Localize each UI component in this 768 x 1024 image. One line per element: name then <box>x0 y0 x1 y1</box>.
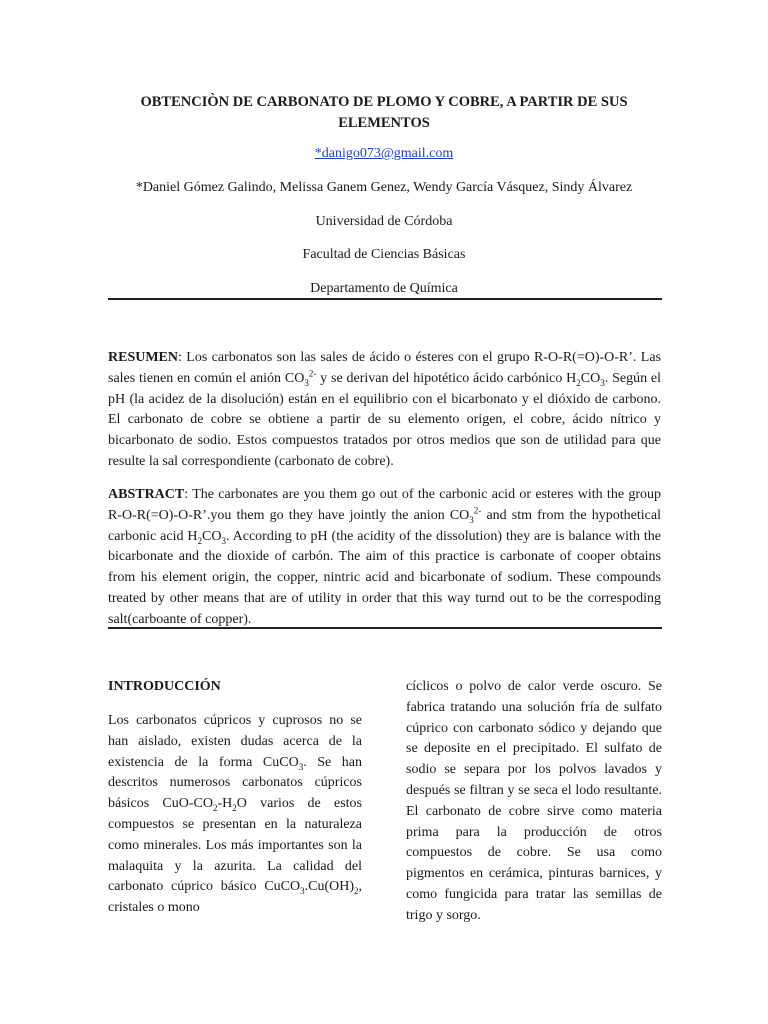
abstract-paragraph <box>108 485 661 631</box>
resumen-sub-1: 3 <box>304 377 309 388</box>
resumen-sup-1: 2- <box>308 368 317 379</box>
section-heading-introduccion: INTRODUCCIÓN <box>108 679 221 694</box>
resumen-sub-3: 3 <box>600 377 605 388</box>
intro-right-column: cíclicos o polvo de calor verde oscuro. Se fabrica tratando una solución fría de sulfato cúprico con carbonato sódico y dejando que se deposite en el precipitado. El sulfato de sodio se separa por los polvos lavados y después se filtran y se seca el lodo resultante. El carbonato de cobre sirve como materia prima para la producción de otros compuestos de cobre. Se usa como pigmentos en cerámica, pinturas barnices, y como fungicida para tratar las semillas de trigo y sorgo. <box>406 679 662 923</box>
intro-text-6: , cristales o mono <box>108 879 362 916</box>
intro-sub-1: 3 <box>298 761 304 772</box>
abstract-text-2: and stm from the hypothetical carbonic acid H <box>108 507 661 544</box>
abstract-divider <box>108 627 662 629</box>
resumen-text-4: . Según el pH (la acidez de la disolución) están en el equilibrio con el bicarbonato y el dióxido de carbono. El carbonato de cobre se obtiene a partir de su elemento origen, el cobre, ácido nítrico y bicarbonato de sodio. Estos compuestos tratados por otros medios que son de utilidad para que resulte la sal correspondiente (carbonato de cobre). <box>108 370 661 469</box>
abstract-sub-3: 3 <box>221 535 226 546</box>
intro-sub-5: 2 <box>354 886 359 897</box>
abstract-text-1: : The carbonates are you them go out of the carbonic acid or esteres with the group R-O-R(=O)-O-R’.you them go they have jointly the anion CO <box>108 487 661 523</box>
affiliation-university: Universidad de Córdoba <box>315 214 453 229</box>
resumen-label: RESUMEN <box>108 350 179 365</box>
abstract-text-3: CO <box>202 528 222 544</box>
resumen-sub-2: 2 <box>576 377 581 388</box>
resumen-text-3: CO <box>580 370 601 386</box>
paper-title: OBTENCIÒN DE CARBONATO DE PLOMO Y COBRE, A PARTIR DE SUS ELEMENTOS <box>140 94 628 131</box>
abstract-sup-1: 2- <box>473 505 482 516</box>
intro-text-5: .Cu(OH) <box>304 879 354 895</box>
author-list: *Daniel Gómez Galindo, Melissa Ganem Genez, Wendy García Vásquez, Sindy Álvarez <box>135 180 633 195</box>
abstract-text-4: . According to pH (the acidity of the dissolution) they are is balance with the bicarbonate and the dioxide of carbón. The aim of this practice is carbonate of cooper obtains from his element origin, the copper, nintric acid and bicarbonate of sodium. These compounds treated by other means that are of utility in order that this way turnd out to be the correspoding salt(carboante of copper). <box>108 528 661 627</box>
affiliation-faculty: Facultad de Ciencias Básicas <box>302 247 466 262</box>
intro-text-1: Los carbonatos cúpricos y cuprosos no se han aislado, existen dudas acerca de la existencia de la forma CuCO <box>108 713 362 770</box>
intro-sub-2: 2 <box>213 802 218 813</box>
intro-sub-4: 3 <box>300 886 305 897</box>
resumen-paragraph <box>108 348 661 473</box>
intro-sub-3: 2 <box>232 802 237 813</box>
intro-text-3: -H <box>217 796 233 812</box>
intro-text-2: . Se han descritos numerosos carbonatos cúpricos básicos CuO-CO <box>108 754 362 812</box>
author-email-link[interactable]: *danigo073@gmail.com <box>314 146 454 161</box>
abstract-label: ABSTRACT <box>108 487 185 502</box>
intro-text-4: O varios de estos compuestos se presentan en la naturaleza como minerales. Los más importantes son la malaquita y la azurita. La calidad del carbonato cúprico básico CuCO <box>108 796 362 895</box>
abstract-sub-1: 3 <box>469 514 474 525</box>
resumen-text-2: y se derivan del hipotético ácido carbónico H <box>316 370 577 386</box>
intro-left-column <box>108 711 362 919</box>
header-divider <box>108 298 662 300</box>
abstract-sub-2: 2 <box>197 535 203 546</box>
resumen-text-1: : Los carbonatos son las sales de ácido o ésteres con el grupo R-O-R(=O)-O-R’. Las sales tienen en común el anión CO <box>108 350 661 386</box>
affiliation-department: Departamento de Química <box>310 281 458 296</box>
